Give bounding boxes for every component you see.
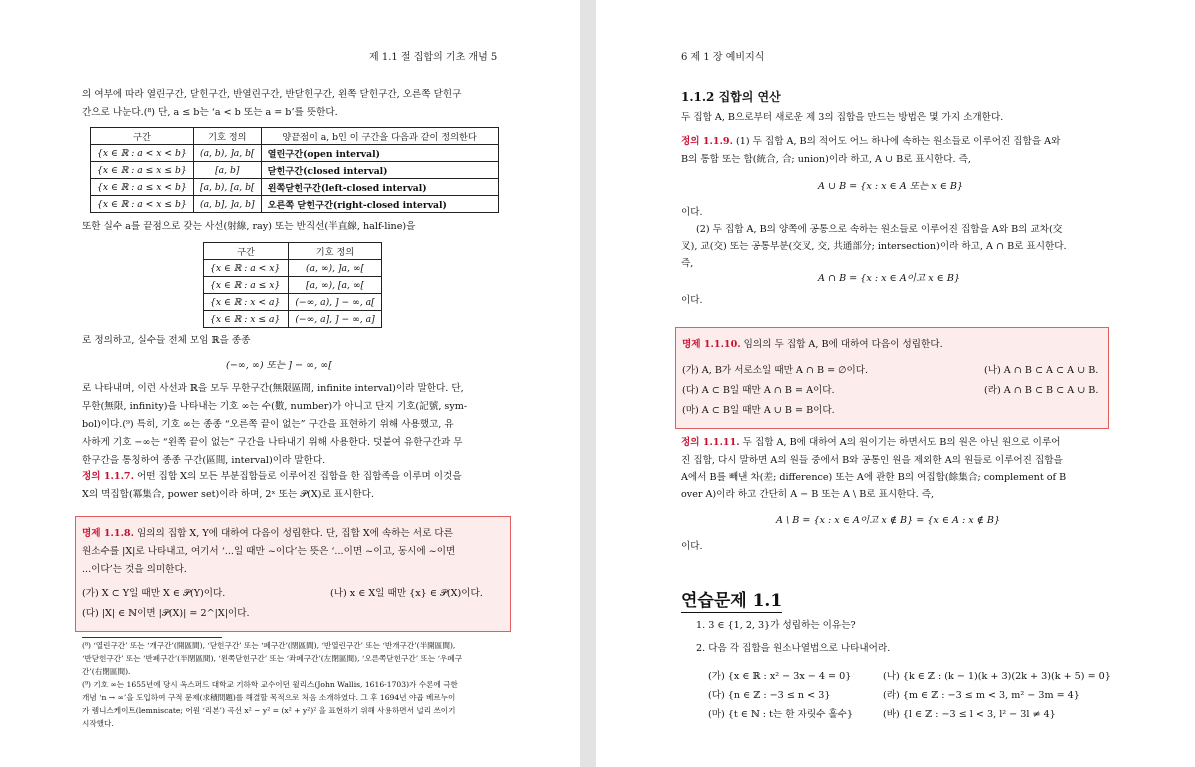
para-line-4: 사하게 기호 −∞는 “왼쪽 끝이 없는” 구간을 나타내기 위해 사용한다. 덧붙여 유한구간과 무 [82,437,463,448]
table-cell: 오른쪽 닫힌구간(right-closed interval) [261,196,498,213]
para-line-5: 한구간을 통칭하여 종종 구간(區間, interval)이라 말한다. [82,455,326,466]
table-row [204,277,382,294]
definition-1-1-9-line-4: 叉), 교(交) 또는 공통부분(交叉, 交, 共通部分; intersection)이라 하고, A ∩ B로 표시한다. [681,241,1067,252]
proposition-item-ga: (가) A, B가 서로소일 때만 A ∩ B = ∅이다. [682,365,869,376]
definition-1-1-7-line-2: X의 멱집합(冪集合, power set)이라 하며, 2ˣ 또는 𝒫(X)로 표시한다. [82,489,374,500]
table-cell: [a, b), [a, b[ [194,179,262,196]
difference-display: A \ B = {x : x ∈ A이고 x ∉ B} = {x ∈ A : x ∉ B} [776,515,1001,526]
definition-text: 두 집합 A, B에 대하여 A의 원이기는 하면서도 B의 원은 아닌 원으로 이루어 [739,437,1061,448]
footnote-line: 간’(右閉區間). [82,667,131,676]
definition-text: (1) 두 집합 A, B의 적어도 어느 하나에 속하는 원소들로 이루어진 집합을 A와 [732,136,1061,147]
para-line-1: 로 나타내며, 이런 사선과 ℝ을 모두 무한구간(無限區間, infinite interval)이라 말한다. 단, [82,383,464,394]
definition-1-1-9 [681,133,1060,151]
running-head-right: 6 제 1 장 예비지식 [681,52,765,63]
ida-text: 이다. [681,207,703,218]
section-heading: 1.1.2 집합의 연산 [681,90,781,104]
intro-line-1: 의 여부에 따라 열린구간, 닫힌구간, 반열린구간, 반닫힌구간, 왼쪽 닫힌구간, 오른쪽 닫힌구 [82,89,462,100]
table-cell: (a, b), ]a, b[ [194,145,262,162]
exercise-item: (라) {m ∈ ℤ : −3 ≤ m < 3, m² − 3m = 4} [883,690,1080,701]
proposition-text: 임의의 두 집합 A, B에 대하여 다음이 성립한다. [740,339,943,350]
proposition-item-da: (다) |X| ∈ ℕ이면 |𝒫(X)| = 2^|X|이다. [82,608,250,619]
proposition-item-ma: (마) A ⊂ B일 때만 A ∪ B = B이다. [682,405,835,416]
left-page [0,0,580,767]
ray-table [203,242,382,328]
para-line-3: bol)이다.(⁹) 특히, 기호 ∞는 종종 “오른쪽 끝이 없는” 구간을 표현하기 위해 사용했고, 유 [82,419,454,430]
table-header-cell: 구간 [204,243,289,260]
table-cell: {x ∈ ℝ : a < x} [204,260,289,277]
table-cell: (a, b], ]a, b] [194,196,262,213]
table-cell: [a, ∞), [a, ∞[ [289,277,382,294]
proposition-text: 임의의 집합 X, Y에 대하여 다음이 성립한다. 단, 집합 X에 속하는 서로 다른 [133,528,453,539]
exercise-item: (다) {n ∈ ℤ : −3 ≤ n < 3} [708,690,831,701]
intro-line-2: 간으로 나눈다.(⁸) 단, a ≤ b는 ‘a < b 또는 a = b’를 뜻한다. [82,107,338,118]
table-row [204,294,382,311]
exercise-item: (바) {l ∈ ℤ : −3 ≤ l < 3, l² − 3l ≠ 4} [883,709,1056,720]
table-cell: [a, b] [194,162,262,179]
proposition-label: 명제 1.1.10. [682,339,741,350]
table-cell: (a, ∞), ]a, ∞[ [289,260,382,277]
interval-table-header [91,128,499,145]
ida-text: 이다. [681,295,703,306]
table-cell: {x ∈ ℝ : x < a} [204,294,289,311]
table-cell: (−∞, a], ] − ∞, a] [289,311,382,328]
table-cell: 닫힌구간(closed interval) [261,162,498,179]
footnote-line: (⁸) ‘열린구간’ 또는 ‘개구간’(開區間), ‘닫힌구간’ 또는 ‘폐구간’(閉區間), ‘반열린구간’ 또는 ‘반개구간’(半開區間), [82,641,456,650]
table-cell: (−∞, a), ] − ∞, a[ [289,294,382,311]
exercise-item: (마) {t ∈ ℕ : t는 한 자릿수 홀수} [708,709,854,720]
table-row [91,196,499,213]
ida-text: 이다. [681,541,703,552]
table-cell: {x ∈ ℝ : a ≤ x ≤ b} [91,162,194,179]
proposition-1-1-10-box [675,327,1109,429]
proposition-line-2: 원소수를 |X|로 나타내고, 여기서 ‘...일 때만 ~이다’는 뜻은 ‘...이면 ~이고, 동시에 ~이면 [82,546,456,557]
exercise-title: 연습문제 1.1 [681,586,782,613]
table-row [91,179,499,196]
ray-table-header [204,243,382,260]
table-header-cell: 양끝점이 a, b인 이 구간을 다음과 같이 정의한다 [261,128,498,145]
table-cell: 열린구간(open interval) [261,145,498,162]
definition-1-1-9-line-3: (2) 두 집합 A, B의 양쪽에 공통으로 속하는 원소들로 이루어진 집합을 A와 B의 교차(交 [696,224,1063,235]
footnote-line: (⁹) 기호 ∞는 1655년에 당시 옥스퍼드 대학교 기하학 교수이던 윌리스(John Wallis, 1616-1703)가 수론에 극한 [82,680,458,689]
footnote-line: 개념 ‘n → ∞’을 도입하여 구적 문제(求積問題)를 해결할 목적으로 처음 소개하였다. 그 후 1694년 야곱 베르누이 [82,693,456,702]
proposition-1-1-8-box [75,516,511,632]
table-cell: {x ∈ ℝ : a < x ≤ b} [91,196,194,213]
proposition-label: 명제 1.1.8. [82,528,134,539]
definition-1-1-11-line-2: 진 집합, 다시 말하면 A의 원들 중에서 B와 공통인 원을 제외한 A의 원들로 이루어진 집합을 [681,455,1063,466]
definition-1-1-11 [681,434,1060,452]
footnote-line: 시작했다. [82,719,114,728]
union-display: A ∪ B = {x : x ∈ A 또는 x ∈ B} [818,181,964,192]
exercise-2: 2. 다음 각 집합을 원소나열법으로 나타내어라. [696,643,891,654]
interval-table [90,127,499,213]
page-gutter [580,0,596,767]
footnote-line: 가 렘니스케이트(lemniscate; 어원 ‘리본’) 곡선 x² − y² = (x² + y²)² 을 표현하기 위해 사용하면서 널리 쓰이기 [82,706,456,715]
proposition-item-ga: (가) X ⊂ Y일 때만 X ∈ 𝒫(Y)이다. [82,588,226,599]
definition-label: 정의 1.1.9. [681,136,733,147]
definition-1-1-9-line-2: B의 통합 또는 합(統合, 合; union)이라 하고, A ∪ B로 표시한다. 즉, [681,154,971,165]
display-real-line: (−∞, ∞) 또는 ] − ∞, ∞[ [226,360,332,371]
footnote-line: ‘반닫힌구간’ 또는 ‘반폐구간’(半閉區間), ‘왼쪽닫힌구간’ 또는 ‘좌폐구간’(左閉區間), ‘오른쪽닫힌구간’ 또는 ‘우폐구 [82,654,463,663]
intersection-display: A ∩ B = {x : x ∈ A이고 x ∈ B} [818,273,960,284]
proposition-line-3: ...이다’는 것을 의미한다. [82,564,187,575]
table-header-cell: 구간 [91,128,194,145]
definition-label: 정의 1.1.11. [681,437,740,448]
table-cell: {x ∈ ℝ : x ≤ a} [204,311,289,328]
table-row [91,162,499,179]
right-page [596,0,1195,767]
definition-1-1-11-line-4: over A)이라 하고 간단히 A − B 또는 A \ B로 표시한다. 즉, [681,489,935,500]
table-cell: {x ∈ ℝ : a < x < b} [91,145,194,162]
proposition-item-da: (다) A ⊂ B일 때만 A ∩ B = A이다. [682,385,835,396]
proposition-line-1 [82,525,453,543]
table-row [204,260,382,277]
para-line-2: 무한(無限, infinity)을 나타내는 기호 ∞는 수(數, number)가 아니고 단지 기호(記號, sym- [82,401,468,412]
proposition-item-na: (나) A ∩ B ⊂ A ⊂ A ∪ B. [984,365,1099,376]
proposition-line-1 [682,336,943,354]
ray-line: 또한 실수 a를 끝점으로 갖는 사선(射線, ray) 또는 반직선(半直線, half-line)을 [82,221,416,232]
proposition-item-ra: (라) A ∩ B ⊂ B ⊂ A ∪ B. [984,385,1099,396]
table-cell: {x ∈ ℝ : a ≤ x} [204,277,289,294]
definition-1-1-9-line-5: 즉, [681,258,694,269]
running-head-left: 제 1.1 절 집합의 기초 개념 5 [369,52,498,63]
table-cell: {x ∈ ℝ : a ≤ x < b} [91,179,194,196]
table-cell: 왼쪽닫힌구간(left-closed interval) [261,179,498,196]
exercise-item: (나) {k ∈ ℤ : (k − 1)(k + 3)(2k + 3)(k + 5) = 0} [883,671,1111,682]
after-table-line: 로 정의하고, 실수들 전체 모임 ℝ을 종종 [82,335,251,346]
table-header-cell: 기호 정의 [194,128,262,145]
definition-text: 어떤 집합 X의 모든 부분집합들로 이루어진 집합을 한 집합족을 이루며 이것을 [133,471,462,482]
table-row [204,311,382,328]
exercise-1: 1. 3 ∈ {1, 2, 3}가 성립하는 이유는? [696,620,856,631]
table-header-cell: 기호 정의 [289,243,382,260]
definition-1-1-7 [82,468,462,486]
footnote-rule [82,637,222,638]
table-row [91,145,499,162]
definition-label: 정의 1.1.7. [82,471,134,482]
definition-1-1-11-line-3: A에서 B를 빼낸 차(差; difference) 또는 A에 관한 B의 여집합(餘集合; complement of B [681,472,1067,483]
section-intro: 두 집합 A, B으로부터 새로운 제 3의 집합을 만드는 방법은 몇 가지 소개한다. [681,112,1004,123]
proposition-item-na: (나) x ∈ X일 때만 {x} ∈ 𝒫(X)이다. [330,588,483,599]
exercise-item: (가) {x ∈ ℝ : x² − 3x − 4 = 0} [708,671,852,682]
